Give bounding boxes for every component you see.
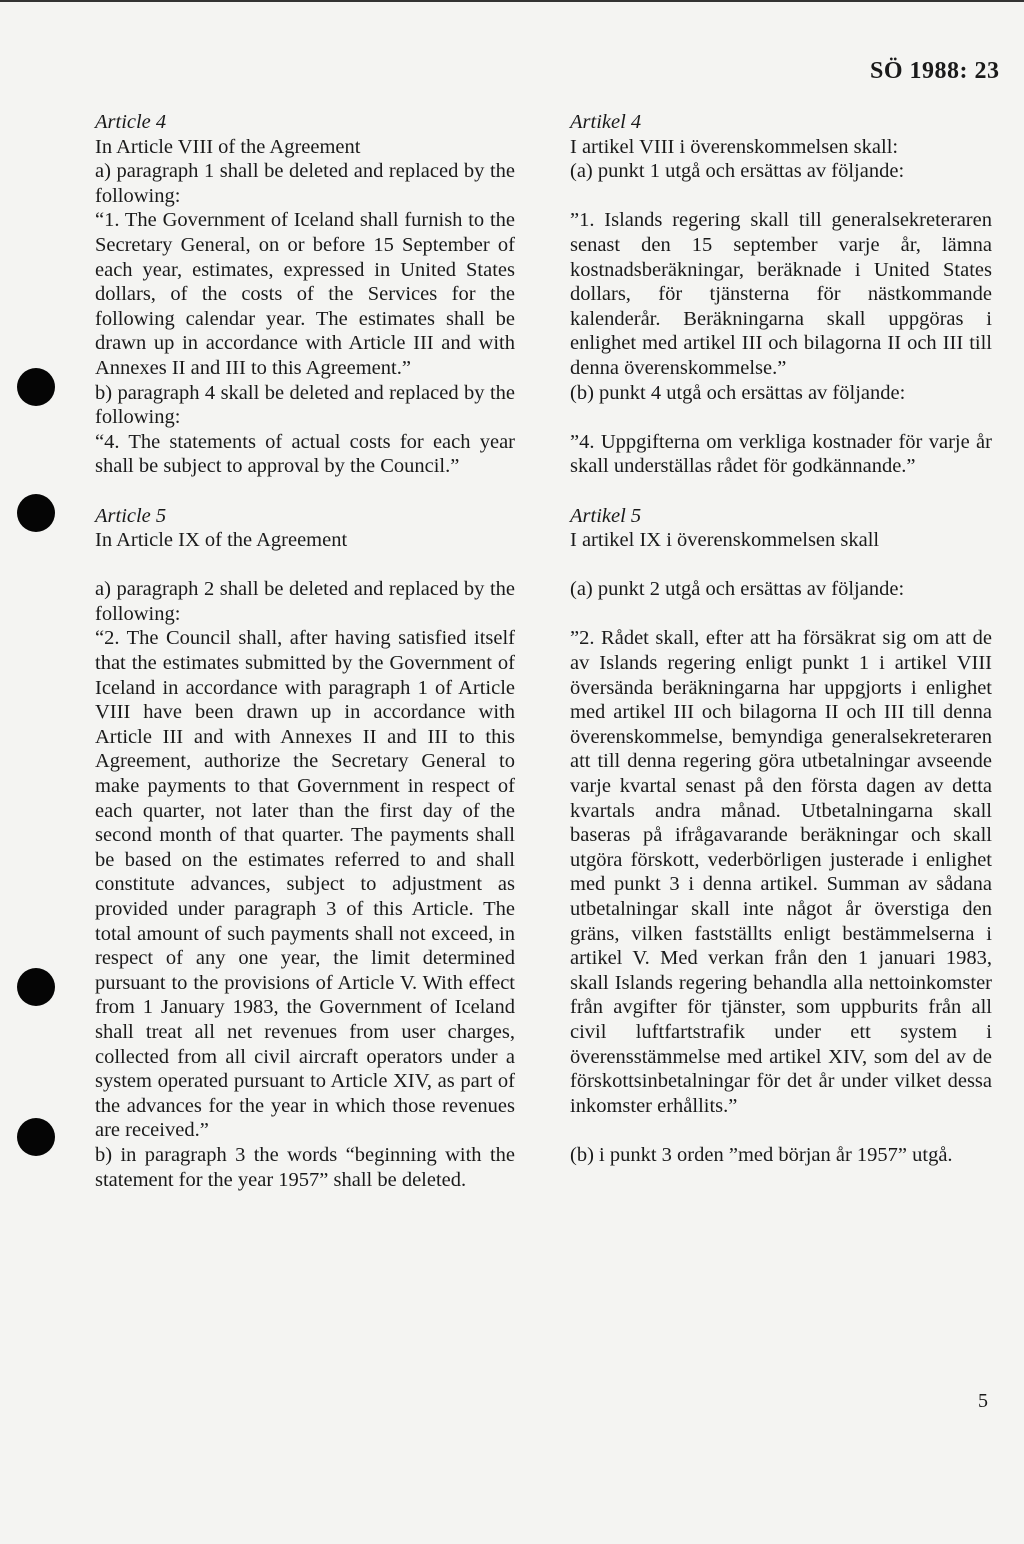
article-4-item-a: a) paragraph 1 shall be deleted and replaced by the following: xyxy=(95,160,515,207)
artikel-4-item-b: (b) punkt 4 utgå och ersättas av följande: xyxy=(570,381,906,404)
article-4-paragraph-1-text: “1. The Government of Iceland shall furnish to the Secretary General, on or before 15 September of each year, estimates, expressed in United States dollars, of the costs of the Services for the following calendar year. The estimates shall be drawn up in accordance with Article III and with Annexes II and III to this Agreement.” xyxy=(95,209,515,379)
artikel-4-item-a: (a) punkt 1 utgå och ersättas av följande: xyxy=(570,160,905,183)
article-5-paragraph-2-text: “2. The Council shall, after having satisfied itself that the estimates submitted by the Government of Iceland in accordance with paragraph 1 of Article VIII have been drawn up in accordance with Article III and with Annexes II and III to this Agreement, authorize the Secretary General to make payments to that Government in respect of each quarter, not later than the first day of the second month of that quarter. The payments shall be based on the estimates referred to and shall constitute advances, subject to adjustment as provided under paragraph 3 of this Article. The total amount of such payments shall not exceed, in respect of any one year, the limit determined pursuant to the provisions of Article V. With effect from 1 January 1983, the Government of Iceland shall treat all net revenues from user charges, collected from all civil aircraft operators under a system operated pursuant to Article XIV, as part of the advances for the year in which those revenues are received.” xyxy=(95,627,515,1142)
article-5-item-a: a) paragraph 2 shall be deleted and replaced by the following: xyxy=(95,578,515,625)
page-number: 5 xyxy=(978,1390,988,1412)
article-4-intro: In Article VIII of the Agreement xyxy=(95,135,361,158)
article-4-paragraph-4-text: “4. The statements of actual costs for each year shall be subject to approval by the Council.” xyxy=(95,430,515,478)
article-5-heading: Article 5 xyxy=(95,504,167,527)
artikel-5-punkt-2-text: ”2. Rådet skall, efter att ha försäkrat sig om att de av Islands regering enligt punkt 1 i artikel VIII översända beräkningarna har uppgjorts i enlighet med artikel III och bilagorna II och III till denna överenskommelse, bemyndiga generalsekreteraren att till denna regering göra utbetalningar avseende varje kvartal senast på den första dagen av detta kvartals andra månad. Utbetalningarna skall baseras på ifrågavarande beräkningar och skall utgöra förskott, vederbörligen justerade i enlighet med punkt 3 i denna artikel. Summan av sådana utbetalningar skall inte något år överstiga den gräns, vilken fastställts enligt bestämmelserna i artikel V. Med verkan från den 1 januari 1983, skall Islands regering behandla alla nettoinkomster från avgifter för tjänster, som uppburits från all civil luftfartstrafik under ett system i överensstämmelse med artikel XIV, som del av de förskottsinbetalningar för det år under vilket dessa inkomster erhållits.” xyxy=(570,627,992,1117)
artikel-5-heading: Artikel 5 xyxy=(570,504,642,527)
document-reference: SÖ 1988: 23 xyxy=(870,58,1000,84)
article-4-heading: Article 4 xyxy=(95,111,167,133)
artikel-5-item-b: (b) i punkt 3 orden ”med början år 1957” utgå. xyxy=(570,1143,953,1166)
binder-hole-icon xyxy=(17,368,55,406)
swedish-column xyxy=(570,110,992,1168)
binder-hole-icon xyxy=(17,968,55,1006)
article-4-item-b: b) paragraph 4 skall be deleted and replaced by the following: xyxy=(95,381,515,429)
english-column xyxy=(95,110,515,1192)
page-top-edge xyxy=(0,0,1024,2)
article-5-item-b: b) in paragraph 3 the words “beginning with the statement for the year 1957” shall be deleted. xyxy=(95,1143,515,1191)
binder-hole-icon xyxy=(17,1118,55,1156)
artikel-4-intro: I artikel VIII i överenskommelsen skall: xyxy=(570,135,899,158)
artikel-5-intro: I artikel IX i överenskommelsen skall xyxy=(570,529,880,552)
artikel-5-item-a: (a) punkt 2 utgå och ersättas av följande: xyxy=(570,578,905,601)
article-5-intro: In Article IX of the Agreement xyxy=(95,529,348,552)
artikel-4-punkt-4-text: ”4. Uppgifterna om verkliga kostnader för varje år skall underställas rådet för godkännande.” xyxy=(570,430,992,478)
binder-hole-icon xyxy=(17,494,55,532)
artikel-4-heading: Artikel 4 xyxy=(570,111,642,133)
artikel-4-punkt-1-text: ”1. Islands regering skall till generalsekreteraren senast den 15 september varje år, lämna kostnadsberäkningar, beräknade i United States dollars, för tjänsterna för nästkommande kalenderår. Beräkningarna skall uppgöras i enlighet med artikel III och bilagorna II och III till denna överenskommelse.” xyxy=(570,209,992,379)
